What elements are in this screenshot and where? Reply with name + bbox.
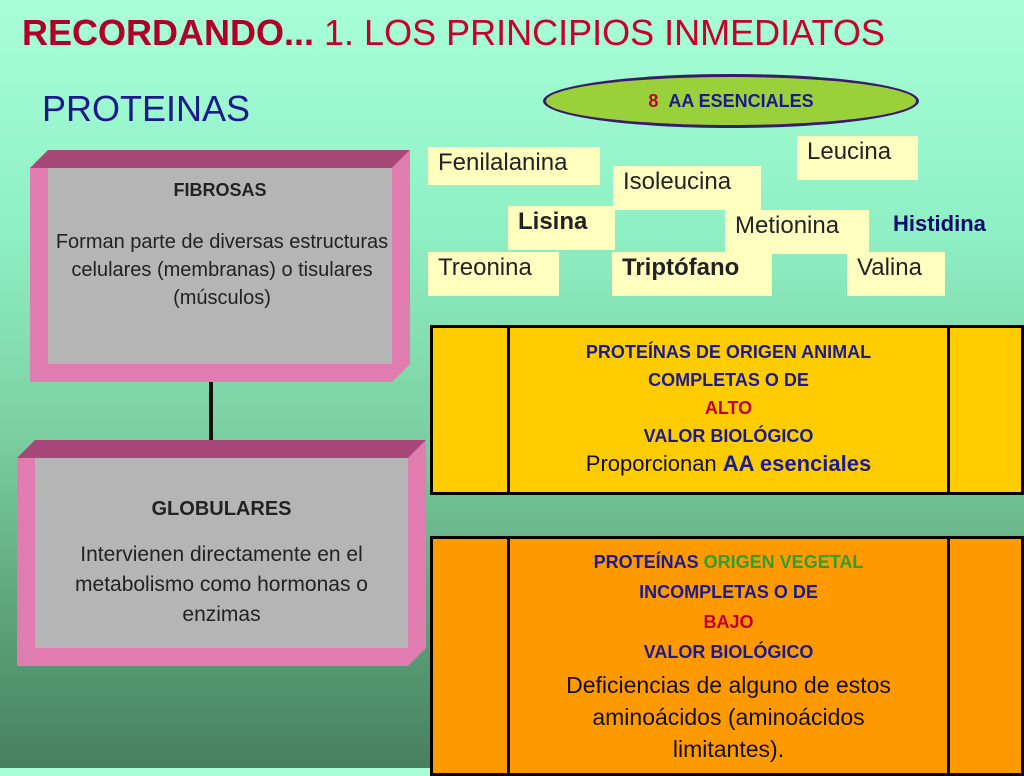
essential-label: AA ESENCIALES — [668, 90, 814, 111]
globulares-box — [17, 440, 426, 666]
globulares-heading: GLOBULARES — [151, 498, 292, 520]
slide-title — [22, 12, 885, 54]
vegetal-line4: VALOR BIOLÓGICO — [643, 642, 814, 662]
subtitle-proteinas: PROTEINAS — [42, 88, 251, 129]
vegetal-line3: BAJO — [703, 612, 754, 632]
animal-line5a: Proporcionan — [585, 451, 717, 476]
animal-text — [510, 328, 950, 492]
fibrosas-box — [30, 150, 410, 382]
aa-valina: Valina — [847, 252, 945, 296]
fibrosas-heading: FIBROSAS — [173, 180, 267, 200]
globulares-text: Intervienen directamente en el metabolismo como hormonas o enzimas — [75, 543, 368, 626]
vegetal-protein-box — [430, 536, 1024, 776]
animal-left-cell — [433, 328, 510, 492]
fibrosas-text: Forman parte de diversas estructuras celulares (membranas) o tisulares (músculos) — [55, 231, 389, 309]
animal-line3: ALTO — [704, 398, 753, 418]
vegetal-line5: Deficiencias de alguno de estos aminoácidos (aminoácidos limitantes). — [566, 672, 891, 762]
essential-aa-oval — [543, 74, 919, 128]
vegetal-line1b: ORIGEN VEGETAL — [703, 552, 864, 572]
aa-histidina: Histidina — [893, 211, 986, 236]
animal-protein-box — [430, 325, 1024, 495]
animal-line4: VALOR BIOLÓGICO — [643, 426, 814, 446]
aa-leucina: Leucina — [797, 136, 918, 180]
animal-line5b: AA esenciales — [722, 451, 872, 476]
title-part1: RECORDANDO... — [22, 12, 315, 53]
aa-fenilalanina: Fenilalanina — [428, 147, 600, 185]
aa-triptofano: Triptófano — [612, 252, 772, 296]
vegetal-line2: INCOMPLETAS O DE — [639, 582, 818, 602]
animal-line1: PROTEÍNAS DE ORIGEN ANIMAL — [585, 342, 872, 362]
vegetal-line1 — [510, 547, 947, 577]
aa-lisina: Lisina — [508, 206, 615, 250]
vegetal-line1a: PROTEÍNAS — [593, 552, 699, 572]
essential-count: 8 — [648, 90, 659, 111]
animal-line2: COMPLETAS O DE — [648, 370, 809, 390]
vegetal-text — [510, 539, 950, 773]
animal-line5 — [510, 450, 947, 478]
aa-treonina: Treonina — [428, 252, 559, 296]
title-part2: 1. LOS PRINCIPIOS INMEDIATOS — [324, 12, 885, 53]
vegetal-left-cell — [433, 539, 510, 773]
aa-isoleucina: Isoleucina — [613, 166, 761, 210]
aa-metionina: Metionina — [725, 210, 869, 254]
